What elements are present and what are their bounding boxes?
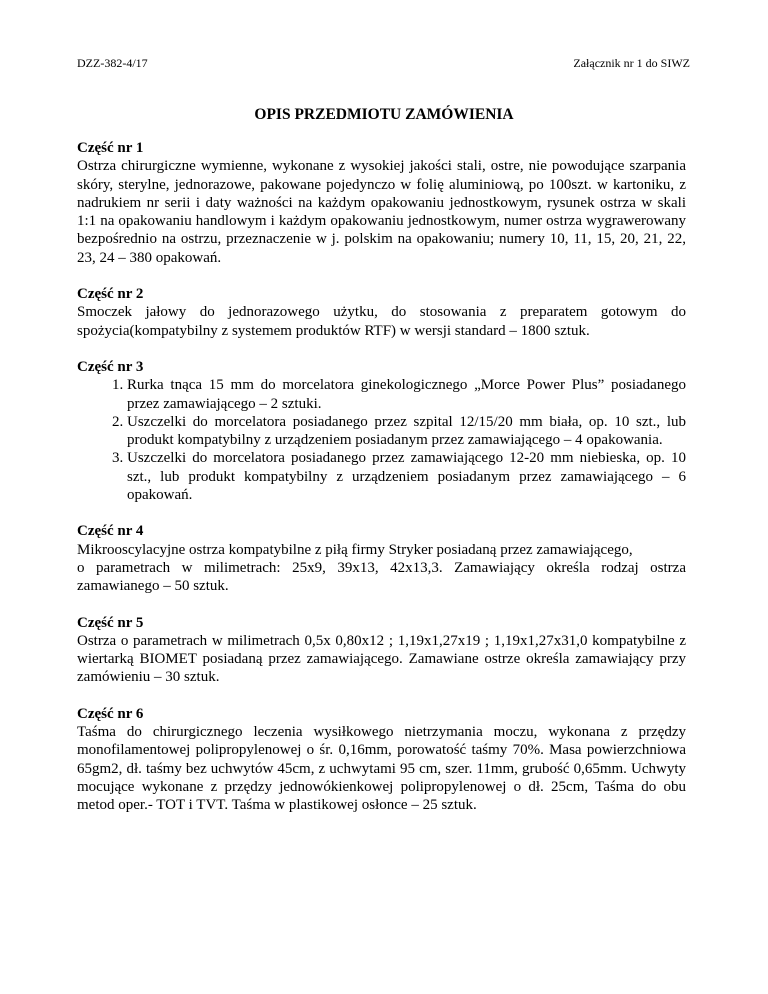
list-item: 2. Uszczelki do morcelatora posiadanego przez szpital 12/15/20 mm biała, op. 10 szt., lub produkt kompatybilny z urządzeniem posiadanym przez zamawiającego – 4 opakowania. — [127, 413, 686, 450]
list-item: 1. Rurka tnąca 15 mm do morcelatora ginekologicznego „Morce Power Plus” posiadanego przez zamawiającego – 2 sztuki. — [127, 376, 686, 413]
document-title: OPIS PRZEDMIOTU ZAMÓWIENIA — [254, 106, 514, 123]
numbered-list — [77, 376, 686, 504]
section-part-4 — [77, 522, 686, 595]
section-part-3 — [77, 358, 686, 504]
section-part-5 — [77, 614, 686, 687]
attachment-label: Załącznik nr 1 do SIWZ — [573, 56, 690, 70]
section-text: o parametrach w milimetrach: 25x9, 39x13, 42x13,3. Zamawiający określa rodzaj ostrza zamawianego – 50 sztuk. — [77, 559, 686, 595]
section-text-line: Mikrooscylacyjne ostrza kompatybilne z piłą firmy Stryker posiadaną przez zamawiającego, — [77, 541, 633, 558]
section-part-1 — [77, 139, 686, 267]
section-text: Ostrza o parametrach w milimetrach 0,5x 0,80x12 ; 1,19x1,27x19 ; 1,19x1,27x31,0 kompatybilne z wiertarką BIOMET posiadaną przez zamawiającego. Zamawiane ostrze określa zamawiający przy zamówieniu – 30 sztuk. — [77, 632, 686, 686]
section-text: Smoczek jałowy do jednorazowego użytku, do stosowania z preparatem gotowym do spożycia(kompatybilny z systemem produktów RTF) w wersji standard – 1800 sztuk. — [77, 304, 686, 339]
section-title: Część nr 3 — [77, 358, 144, 375]
section-title: Część nr 4 — [77, 523, 144, 540]
reference-number: DZZ-382-4/17 — [77, 56, 148, 70]
list-item: 3. Uszczelki do morcelatora posiadanego przez zamawiającego 12-20 mm niebieska, op. 10 szt., lub produkt kompatybilny z urządzeniem posiadanym przez zamawiającego – 6 opakowań. — [127, 449, 686, 504]
section-title: Część nr 2 — [77, 286, 144, 303]
page-header — [77, 56, 690, 71]
section-part-2 — [77, 285, 686, 340]
section-part-6 — [77, 705, 686, 815]
section-title: Część nr 6 — [77, 705, 144, 722]
section-title: Część nr 1 — [77, 140, 144, 156]
section-title: Część nr 5 — [77, 614, 144, 631]
section-text: Ostrza chirurgiczne wymienne, wykonane z wysokiej jakości stali, ostre, nie powodujące szarpania skóry, sterylne, jednorazowe, pakowane pojedynczo w folię aluminiową, po 100szt. w kartoniku, z nadrukiem nr serii i daty ważności na każdym opakowaniu jednostkowym, rysunek ostrza w skali 1:1 na opakowaniu handlowym i każdym opakowaniu jednostkowym, numer ostrza wygrawerowany bezpośrednio na ostrzu, przeznaczenie w j. polskim na opakowaniu; numery 10, 11, 15, 20, 21, 22, 23, 24 – 380 opakowań. — [77, 158, 686, 266]
section-text: Taśma do chirurgicznego leczenia wysiłkowego nietrzymania moczu, wykonana z przędzy monofilamentowej polipropylenowej o śr. 0,16mm, porowatość taśmy 70%. Masa powierzchniowa 65gm2, dł. taśmy bez uchwytów 45cm, z uchwytami 95 cm, szer. 11mm, grubość 0,65mm. Uchwyty mocujące wykonane z przędzy jednowókienkowej polipropylenowej o dł. 25cm, Taśma do obu metod oper.- TOT i TVT. Taśma w plastikowej osłonce – 25 sztuk. — [77, 724, 686, 814]
document-body — [77, 139, 686, 833]
